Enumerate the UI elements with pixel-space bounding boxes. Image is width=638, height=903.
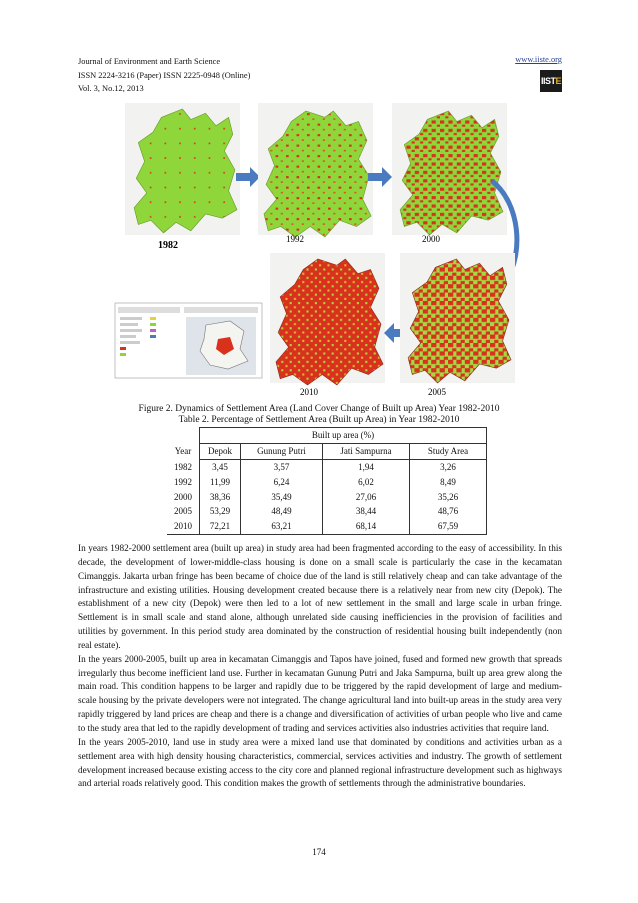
map-2005 <box>400 253 515 383</box>
journal-header <box>78 55 250 96</box>
cell-study-area: 8,49 <box>410 474 487 489</box>
cell-depok: 38,36 <box>200 489 241 504</box>
cell-gunung-putri: 48,49 <box>241 504 323 519</box>
map-2010 <box>270 253 385 385</box>
table-row <box>167 474 487 489</box>
paragraph: In years 1982-2000 settlement area (built up area) in study area had been fragmented according to the easy of accessibility. In this decade, the development of lower-middle-class housing is done on a small scale is particularly the case in the kecamatan Cimanggis. Jakarta urban fringe has been became of choice due of the land is still relatively cheap and can take advantage of the infrastructure and existing utilities. Housing development created because there is a relatively near from new city (Depok). The establishment of a new city (Depok) were then led to a lot of new settlement in the small and large scale in urban fringe. Settlement is in small scale and stand alone, although unrelated side causing inefficiencies in the provision of facilities and utilities by government. In this period study area dominated by the construction of residential housing built independently (non real estate). <box>78 544 562 651</box>
settlement-maps-figure <box>110 103 530 403</box>
journal-url[interactable]: www.iiste.org <box>515 55 562 64</box>
body-text <box>78 543 562 792</box>
col-header-gunung-putri: Gunung Putri <box>241 443 323 459</box>
cell-jati-sampurna: 1,94 <box>323 459 410 474</box>
table-group-header: Built up area (%) <box>200 428 487 444</box>
table-row <box>167 459 487 474</box>
figure-caption: Figure 2. Dynamics of Settlement Area (Land Cover Change of Built up Area) Year 1982-2010 <box>138 404 500 414</box>
cell-jati-sampurna: 68,14 <box>323 519 410 534</box>
table-row <box>167 519 487 534</box>
table-caption: Table 2. Percentage of Settlement Area (Built up Area) in Year 1982-2010 <box>178 415 460 425</box>
map-1982 <box>125 103 240 235</box>
cell-year: 1992 <box>167 474 200 489</box>
map-label-1992: 1992 <box>286 234 304 244</box>
cell-depok: 72,21 <box>200 519 241 534</box>
cell-study-area: 48,76 <box>410 504 487 519</box>
paragraph: In the years 2005-2010, land use in study area were a mixed land use that dominated by conditions and activities urban as a settlement area with high density housing characteristics, commercial, services activities and industry. The growth of settlement development increased because existing access to the city core and planned regional infrastructure development such as highways and arterial roads relatively good. This condition makes the growth of settlements through the administrative boundaries. <box>78 737 562 790</box>
col-header-jati-sampurna: Jati Sampurna <box>323 443 410 459</box>
cell-depok: 3,45 <box>200 459 241 474</box>
journal-title: Journal of Environment and Earth Science <box>78 57 221 66</box>
cell-depok: 53,29 <box>200 504 241 519</box>
map-legend-inset <box>115 303 262 378</box>
paragraph: In the years 2000-2005, built up area in kecamatan Cimanggis and Tapos have joined, fused and formed new growth that spreads irregularly thus become inefficient land use. Further in kecamatan Gunung Putri and Jaka Sampurna, built up area grew along the main road. This condition happens to be larger and rapidly due to be triggered by the rapid development of large and medium-scale housing by the private developers were not integrated. The change agricultural land into built-up areas in the study area very rapidly triggered by land prices are cheap and there is a change and diversification of activities of urban people who live and came to the study area that led to the rapidly development of trading and services activities also industries activities that require land. <box>78 654 562 734</box>
cell-gunung-putri: 6,24 <box>241 474 323 489</box>
table-row <box>167 489 487 504</box>
map-label-1982: 1982 <box>158 240 178 251</box>
page-number: 174 <box>312 847 326 857</box>
cell-study-area: 67,59 <box>410 519 487 534</box>
iiste-logo: IISTE <box>540 70 562 92</box>
cell-year: 2000 <box>167 489 200 504</box>
cell-gunung-putri: 35,49 <box>241 489 323 504</box>
journal-issn: ISSN 2224-3216 (Paper) ISSN 2225-0948 (Online) <box>78 70 251 80</box>
journal-volume: Vol. 3, No.12, 2013 <box>78 84 144 93</box>
cell-study-area: 3,26 <box>410 459 487 474</box>
cell-year: 2010 <box>167 519 200 534</box>
map-label-2005: 2005 <box>428 387 446 397</box>
col-header-study-area: Study Area <box>410 443 487 459</box>
cell-year: 2005 <box>167 504 200 519</box>
cell-depok: 11,99 <box>200 474 241 489</box>
cell-year: 1982 <box>167 459 200 474</box>
table-corner <box>167 428 200 444</box>
cell-jati-sampurna: 27,06 <box>323 489 410 504</box>
map-label-2010: 2010 <box>300 387 318 397</box>
built-up-area-table <box>167 427 487 535</box>
cell-gunung-putri: 63,21 <box>241 519 323 534</box>
table-row <box>167 504 487 519</box>
map-label-2000: 2000 <box>422 234 440 244</box>
cell-jati-sampurna: 38,44 <box>323 504 410 519</box>
col-header-year: Year <box>167 443 200 459</box>
cell-gunung-putri: 3,57 <box>241 459 323 474</box>
col-header-depok: Depok <box>200 443 241 459</box>
cell-jati-sampurna: 6,02 <box>323 474 410 489</box>
map-1992 <box>258 103 373 237</box>
cell-study-area: 35,26 <box>410 489 487 504</box>
map-2000 <box>392 103 507 235</box>
